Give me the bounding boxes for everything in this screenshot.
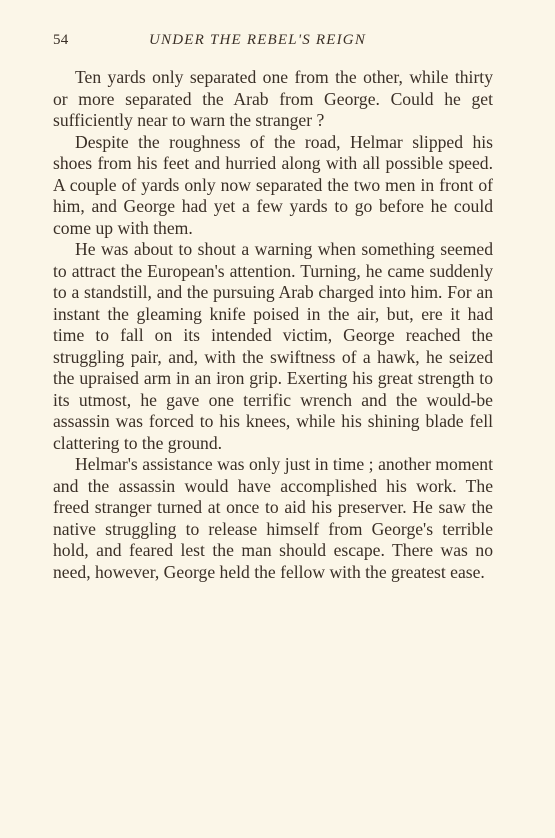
page-header (53, 30, 493, 50)
paragraph-3: He was about to shout a warning when something seemed to attract the European's attention. Turning, he came suddenly to a standstill, and the pursuing Arab charged into him. For an instant the gleaming knife poised in the air, but, ere it had time to fall on its intended victim, George reached the struggling pair, and, with the swiftness of a hawk, he seized the upraised arm in an iron grip. Exerting his great strength to its utmost, he gave one terrific wrench and the would-be assassin was forced to his knees, while his shining blade fell clattering to the ground. (53, 239, 493, 453)
page-body (53, 67, 493, 583)
paragraph-1: Ten yards only separated one from the other, while thirty or more separated the Arab from George. Could he get sufficiently near to warn the stranger ? (53, 67, 493, 130)
page-number: 54 (53, 32, 69, 48)
paragraph-4: Helmar's assistance was only just in time ; another moment and the assassin would have accomplished his work. The freed stranger turned at once to aid his preserver. He saw the native struggling to release himself from George's terrible hold, and feared lest the man should escape. There was no need, however, George held the fellow with the greatest ease. (53, 454, 493, 582)
paragraph-2: Despite the roughness of the road, Helmar slipped his shoes from his feet and hurried along with all possible speed. A couple of yards only now separated the two men in front of him, and George had yet a few yards to go before he could come up with them. (53, 131, 493, 238)
running-title: UNDER THE REBEL'S REIGN (149, 32, 367, 48)
